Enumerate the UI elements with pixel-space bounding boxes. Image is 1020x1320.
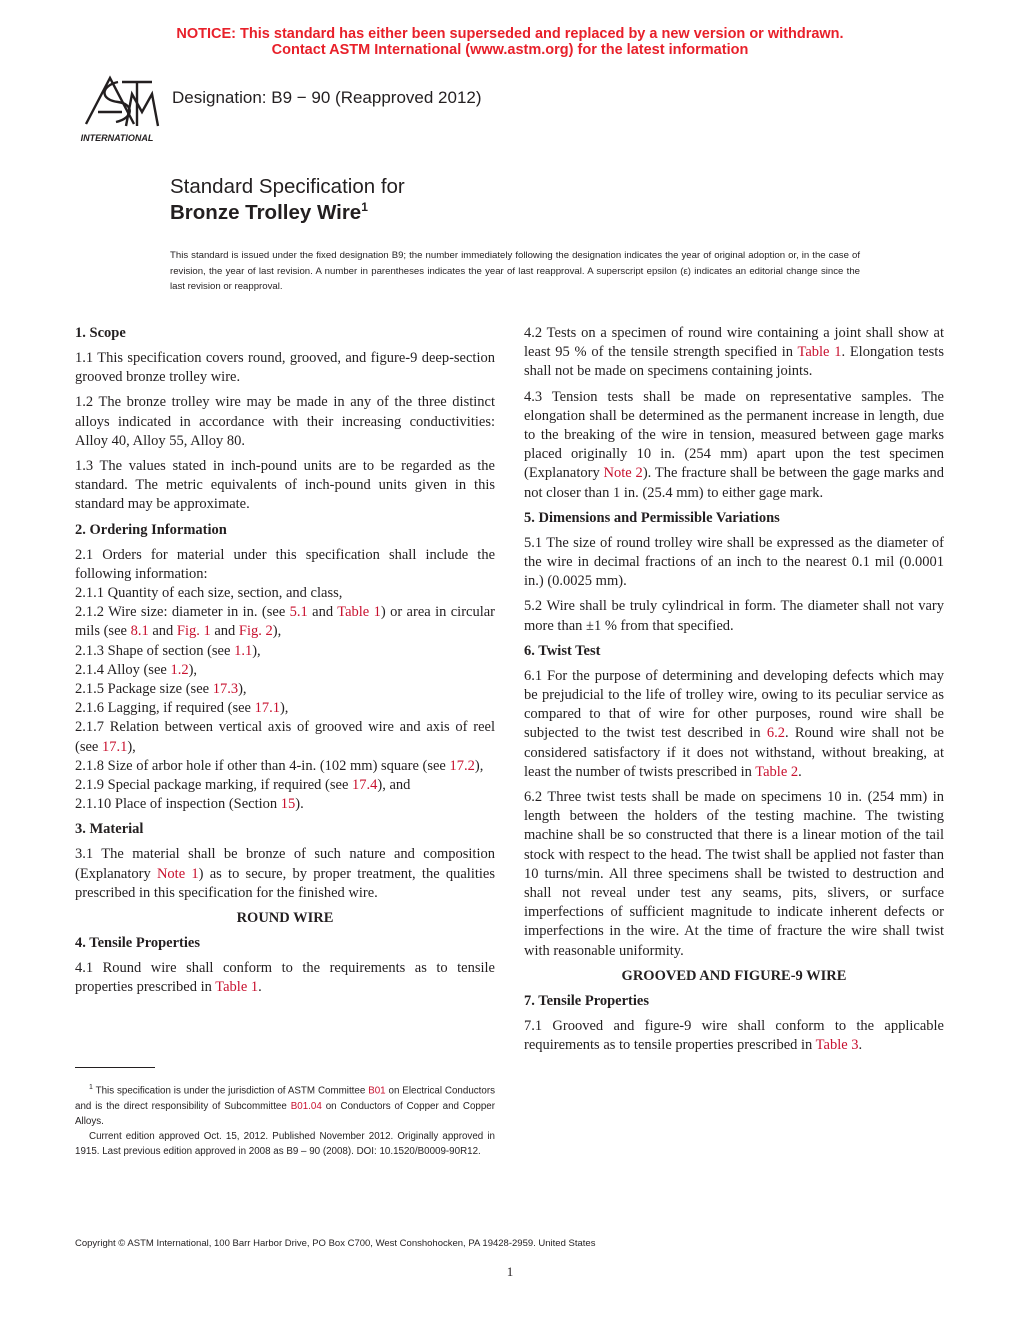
item-2-1-1: 2.1.1 Quantity of each size, section, and class,: [75, 585, 343, 602]
notice-line-2: Contact ASTM International (www.astm.org) for the latest information: [271, 42, 749, 58]
ref-5-1[interactable]: 5.1: [289, 604, 308, 621]
para-5-2: 5.2 Wire shall be truly cylindrical in form. The diameter shall not vary more than ±1 % from that specified.: [524, 598, 944, 634]
para-3-1: 3.1 The material shall be bronze of such nature and composition (Explanatory Note 1) as to secure, by proper treatment, the qualities prescribed in this specification for the finished wire.: [75, 846, 496, 901]
item-2-1-9: 2.1.9 Special package marking, if required (see 17.4), and: [75, 777, 411, 794]
ref-17-2[interactable]: 17.2: [449, 757, 475, 774]
ref-17-3[interactable]: 17.3: [212, 681, 239, 698]
item-2-1-7: 2.1.7 Relation between vertical axis of grooved wire and axis of reel (see 17.1),: [75, 719, 495, 755]
document-title: [170, 174, 405, 226]
footnote: [75, 1080, 495, 1160]
ref-note-1[interactable]: Note 1: [156, 865, 199, 882]
para-6-1: 6.1 For the purpose of determining and developing defects which may be prejudicial to the life of trolley wire, owing to its peculiar service as compared to that of wire for other purposes, round wire shall be subjected to the twist test described in 6.2. Round wire shall not be considered satisfactory if it does not withstand, without breaking, at least the number of twists prescribed in Table 2.: [524, 667, 944, 780]
para-7-1: 7.1 Grooved and figure-9 wire shall conform to the applicable requirements as to tensile properties prescribed in Table 3.: [524, 1017, 944, 1054]
astm-logo: [72, 72, 162, 144]
para-1-1: 1.1 This specification covers round, grooved, and figure-9 deep-section grooved bronze trolley wire.: [75, 350, 495, 386]
section-heading-tensile: 4. Tensile Properties: [75, 935, 200, 952]
ref-table-1-b[interactable]: Table 1: [215, 979, 259, 996]
para-4-3: 4.3 Tension tests shall be made on representative samples. The elongation shall be determined as the permanent increase in length, due to the breaking of the wire in tension, measured between gage marks placed originally 10 in. (254 mm) apart upon the test specimen (Explanatory Note 2). The fracture shall be between the gage marks and not closer than 1 in. (25.4 mm) to either gage mark.: [524, 388, 944, 501]
ref-1-2[interactable]: 1.2: [170, 661, 189, 678]
preamble: This standard is issued under the fixed designation B9; the number immediately following the designation indicates the year of original adoption or, in the case of revision, the year of last revision. A number in parentheses indicates the year of last reapproval. A superscript epsilon (ε) indicates an editorial change since the last revision or reapproval.: [170, 250, 860, 293]
page-number: 1: [506, 1264, 514, 1279]
title-line-1: Standard Specification for: [170, 175, 405, 198]
item-2-1-8: 2.1.8 Size of arbor hole if other than 4-in. (102 mm) square (see 17.2),: [75, 757, 484, 774]
section-heading-ordering: 2. Ordering Information: [75, 521, 227, 538]
item-2-1-5: 2.1.5 Package size (see 17.3),: [75, 681, 247, 698]
ref-table-1-c[interactable]: Table 1: [797, 344, 842, 361]
ref-17-1[interactable]: 17.1: [254, 700, 280, 717]
logo-caption: INTERNATIONAL: [80, 133, 154, 143]
section-heading-twist: 6. Twist Test: [524, 642, 601, 659]
ref-fig-1[interactable]: Fig. 1: [176, 623, 211, 640]
ref-note-2[interactable]: Note 2: [603, 465, 643, 482]
item-2-1-10: 2.1.10 Place of inspection (Section 15).: [75, 796, 304, 813]
ref-b01[interactable]: B01: [368, 1085, 386, 1097]
para-4-1: 4.1 Round wire shall conform to the requirements as to tensile properties prescribed in Table 1.: [75, 960, 495, 996]
title-footnote-marker: 1: [361, 200, 368, 215]
notice-line-1: NOTICE: This standard has either been superseded and replaced by a new version or withdrawn.: [176, 26, 844, 42]
footnote-edition: Current edition approved Oct. 15, 2012. Published November 2012. Originally approved in 1915. Last previous edition approved in 2008 as B9 – 90 (2008). DOI: 10.1520/B0009-90R12.: [75, 1131, 495, 1158]
para-4-2: 4.2 Tests on a specimen of round wire containing a joint shall show at least 95 % of the tensile strength specified in Table 1. Elongation tests shall not be made on specimens containing joints.: [524, 325, 944, 380]
para-1-2: 1.2 The bronze trolley wire may be made in any of the three distinct alloys indicated in accordance with their increasing conductivities: Alloy 40, Alloy 55, Alloy 80.: [75, 394, 495, 449]
title-line-2: [170, 200, 405, 226]
ref-1-1[interactable]: 1.1: [234, 642, 253, 659]
ref-b01-04[interactable]: B01.04: [290, 1100, 322, 1112]
ref-table-2[interactable]: Table 2: [755, 763, 799, 780]
section-heading-material: 3. Material: [75, 821, 144, 838]
para-1-3: 1.3 The values stated in inch-pound units are to be regarded as the standard. The metric equivalents of inch-pound units given in this standard may be approximate.: [75, 458, 495, 513]
ref-17-4[interactable]: 17.4: [352, 777, 378, 794]
ref-table-1[interactable]: Table 1: [337, 604, 381, 621]
ref-8-1[interactable]: 8.1: [130, 623, 149, 640]
designation: Designation: B9 − 90 (Reapproved 2012): [172, 88, 482, 107]
para-5-1: 5.1 The size of round trolley wire shall be expressed as the diameter of the wire in decimal fractions of an inch to the nearest 0.1 mil (0.0001 in.) (0.0025 mm).: [524, 534, 944, 590]
section-heading-dimensions: 5. Dimensions and Permissible Variations: [524, 509, 780, 526]
ref-section-15[interactable]: 15: [280, 796, 296, 813]
copyright: Copyright © ASTM International, 100 Barr Harbor Drive, PO Box C700, West Conshohocken, PA 19428-2959. United States: [75, 1238, 596, 1249]
withdrawal-notice: [0, 26, 1020, 58]
right-column: [524, 324, 944, 1061]
left-column: [75, 324, 495, 1003]
item-2-1-3: 2.1.3 Shape of section (see 1.1),: [75, 642, 261, 659]
section-heading-scope: 1. Scope: [75, 325, 126, 341]
heading-grooved-wire: GROOVED AND FIGURE-9 WIRE: [621, 967, 847, 984]
footnote-jurisdiction: $^1$ This specification is under the jurisdiction of ASTM Committee B01 on Electrical Conductors and is the direct responsibility of Subcommittee B01.04 on Conductors of Copper and Copper Alloys.: [75, 1084, 496, 1127]
section-heading-tensile-grooved: 7. Tensile Properties: [524, 992, 649, 1009]
ref-6-2[interactable]: 6.2: [766, 725, 785, 742]
ref-table-3[interactable]: Table 3: [815, 1037, 859, 1054]
item-2-1-2: 2.1.2 Wire size: diameter in in. (see 5.1 and Table 1) or area in circular mils (see 8.1 and Fig. 1 and Fig. 2),: [75, 604, 496, 640]
ref-17-1-b[interactable]: 17.1: [101, 738, 128, 755]
item-2-1-6: 2.1.6 Lagging, if required (see 17.1),: [75, 700, 289, 717]
ref-fig-2[interactable]: Fig. 2: [238, 623, 273, 640]
para-2-1: 2.1 Orders for material under this specification shall include the following information:: [75, 546, 495, 582]
para-6-2: 6.2 Three twist tests shall be made on specimens 10 in. (254 mm) in length between the holders of the testing machine. The twisting machine shall be so constructed that there is a linear motion of the tail stock with respect to the head. The twist shall be applied not faster than 10 turns/min. All three specimens shall be twisted to destruction and shall not reveal under test any seams, pits, slivers, or surface imperfections of sufficient magnitude to indicate inherent defects or imperfections in the wire. At the time of fracture the wire shall twist with reasonable uniformity.: [524, 789, 944, 959]
item-2-1-4: 2.1.4 Alloy (see 1.2),: [75, 661, 198, 678]
heading-round-wire: ROUND WIRE: [236, 910, 334, 927]
title-text: Bronze Trolley Wire: [170, 201, 362, 224]
footnote-rule: [75, 1067, 155, 1068]
